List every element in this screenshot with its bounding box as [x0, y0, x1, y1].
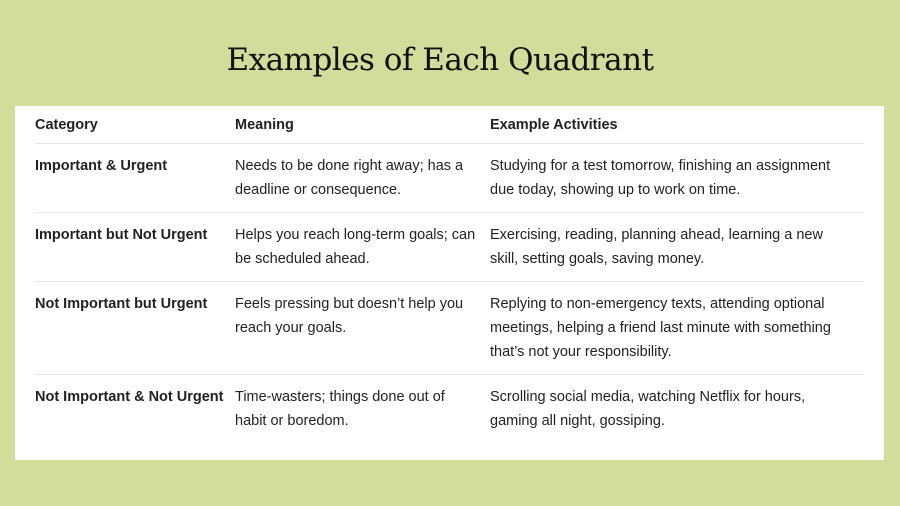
row-examples: Studying for a test tomorrow, finishing an assignment due today, showing up to work on time.: [490, 144, 864, 213]
row-category: Not Important but Urgent: [35, 282, 235, 375]
slide-title: Examples of Each Quadrant: [226, 42, 654, 78]
table-row: [35, 375, 864, 444]
table-row: [35, 213, 864, 282]
row-category: Not Important & Not Urgent: [35, 389, 224, 405]
header-meaning: Meaning: [235, 106, 490, 144]
header-example-activities: Example Activities: [490, 106, 864, 144]
row-examples: Scrolling social media, watching Netflix for hours, gaming all night, gossiping.: [490, 389, 806, 429]
row-category: Important & Urgent: [35, 144, 235, 213]
row-meaning: Needs to be done right away; has a deadline or consequence.: [235, 144, 490, 213]
table-header-row: [35, 106, 864, 144]
row-examples: Replying to non-emergency texts, attending optional meetings, helping a friend last minute with something that’s not your responsibility.: [490, 282, 864, 375]
row-examples: Exercising, reading, planning ahead, learning a new skill, setting goals, saving money.: [490, 213, 864, 282]
table-row: [35, 144, 864, 213]
quadrant-table: [35, 106, 864, 443]
header-category: Category: [35, 106, 235, 144]
table-row: [35, 282, 864, 375]
table-panel: [15, 106, 884, 460]
row-meaning: Feels pressing but doesn’t help you reach your goals.: [235, 282, 490, 375]
row-meaning: Time-wasters; things done out of habit or boredom.: [235, 389, 445, 429]
row-meaning: Helps you reach long-term goals; can be scheduled ahead.: [235, 213, 490, 282]
row-category: Important but Not Urgent: [35, 213, 235, 282]
